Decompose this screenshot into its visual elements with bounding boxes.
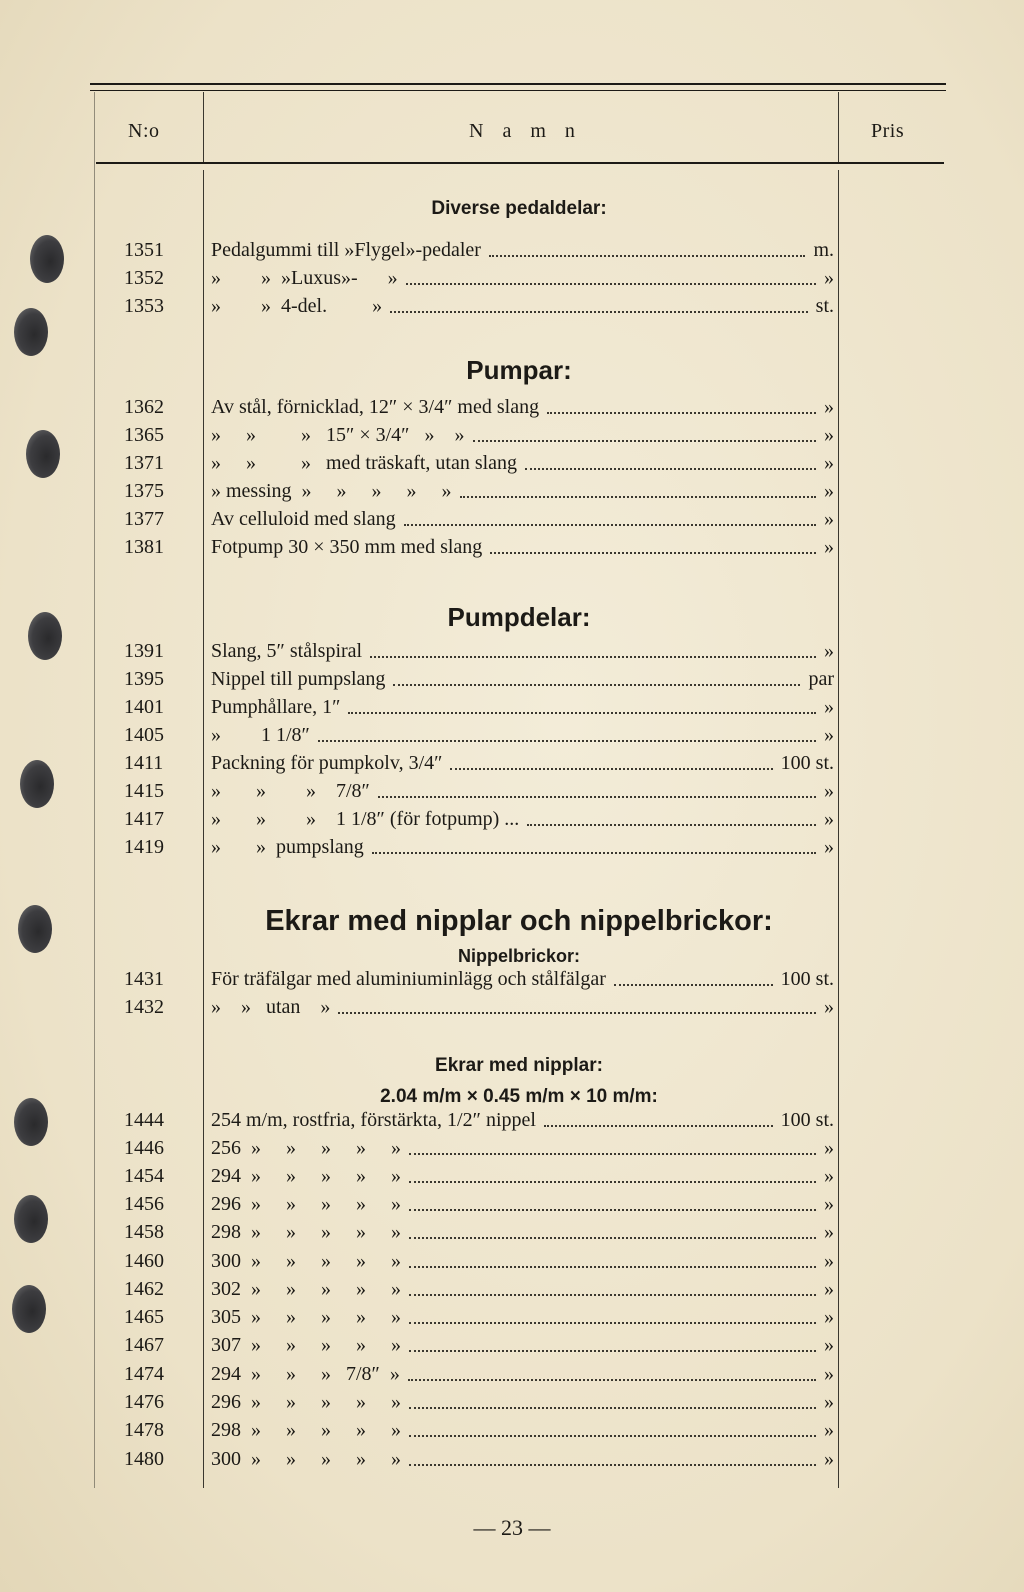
dot-leader (409, 1181, 816, 1183)
article-name: » » » 7/8″ (211, 780, 370, 802)
table-row (0, 777, 1024, 805)
column-divider-left (203, 92, 204, 162)
unit-label: » (824, 996, 834, 1018)
dot-leader (527, 824, 816, 826)
table-row (0, 421, 1024, 449)
article-name: » » » 15″ × 3/4″ » » (211, 424, 465, 446)
article-name: 307 » » » » » (211, 1334, 401, 1356)
table-row (0, 1303, 1024, 1331)
unit-label: » (824, 1250, 834, 1272)
unit-label: m. (813, 239, 834, 261)
unit-label: » (824, 1334, 834, 1356)
table-row (0, 1247, 1024, 1275)
dot-leader (378, 796, 816, 798)
unit-label: st. (815, 295, 834, 317)
dot-leader (473, 440, 816, 442)
article-number: 1391 (124, 640, 164, 662)
article-number: 1456 (124, 1193, 164, 1215)
dot-leader (490, 552, 816, 554)
article-name: Av celluloid med slang (211, 508, 396, 530)
table-row (0, 693, 1024, 721)
unit-label: 100 st. (780, 1109, 834, 1131)
article-number: 1431 (124, 968, 164, 990)
unit-label: » (824, 508, 834, 530)
dot-leader (460, 496, 816, 498)
article-name: » » 4-del. » (211, 295, 383, 317)
dot-leader (525, 468, 816, 470)
dot-leader (393, 684, 800, 686)
article-number: 1474 (124, 1363, 164, 1385)
article-name: » » »Luxus»- » (211, 267, 398, 289)
unit-label: » (824, 424, 834, 446)
table-row (0, 264, 1024, 292)
unit-label: 100 st. (780, 968, 834, 990)
dot-leader (370, 656, 816, 658)
unit-label: » (824, 1363, 834, 1385)
article-number: 1478 (124, 1419, 164, 1441)
article-number: 1458 (124, 1221, 164, 1243)
unit-label: » (824, 808, 834, 830)
article-number: 1460 (124, 1250, 164, 1272)
table-row (0, 1388, 1024, 1416)
article-name: » » pumpslang (211, 836, 364, 858)
article-number: 1454 (124, 1165, 164, 1187)
article-number: 1381 (124, 536, 164, 558)
article-number: 1432 (124, 996, 164, 1018)
table-row (0, 1275, 1024, 1303)
unit-label: » (824, 536, 834, 558)
article-number: 1462 (124, 1278, 164, 1300)
header-namn: N a m n (469, 120, 582, 142)
table-row (0, 449, 1024, 477)
dot-leader (409, 1407, 816, 1409)
dot-leader (450, 768, 773, 770)
article-number: 1352 (124, 267, 164, 289)
dot-leader (489, 255, 805, 257)
article-name: 300 » » » » » (211, 1448, 401, 1470)
unit-label: » (824, 1419, 834, 1441)
article-number: 1444 (124, 1109, 164, 1131)
unit-label: » (824, 640, 834, 662)
article-name: 298 » » » » » (211, 1221, 401, 1243)
dot-leader (406, 283, 816, 285)
article-number: 1377 (124, 508, 164, 530)
dot-leader (409, 1266, 816, 1268)
unit-label: 100 st. (780, 752, 834, 774)
table-row (0, 805, 1024, 833)
section-heading-pumpar: Pumpar: (466, 355, 572, 385)
article-name: » messing » » » » » (211, 480, 452, 502)
table-row (0, 1416, 1024, 1444)
dot-leader (409, 1153, 816, 1155)
article-number: 1417 (124, 808, 164, 830)
article-number: 1446 (124, 1137, 164, 1159)
unit-label: » (824, 267, 834, 289)
unit-label: » (824, 1165, 834, 1187)
dot-leader (372, 852, 816, 854)
unit-label: » (824, 1137, 834, 1159)
dot-leader (614, 984, 773, 986)
dot-leader (348, 712, 816, 714)
article-number: 1419 (124, 836, 164, 858)
unit-label: » (824, 480, 834, 502)
dot-leader (408, 1379, 816, 1381)
page-number: — 23 — (473, 1515, 551, 1540)
article-name: 300 » » » » » (211, 1250, 401, 1272)
unit-label: » (824, 1391, 834, 1413)
article-number: 1405 (124, 724, 164, 746)
table-row (0, 505, 1024, 533)
article-name: Fotpump 30 × 350 mm med slang (211, 536, 483, 558)
article-name: Packning för pumpkolv, 3/4″ (211, 752, 443, 774)
table-row (0, 1331, 1024, 1359)
dot-leader (404, 524, 816, 526)
article-number: 1467 (124, 1334, 164, 1356)
table-row (0, 993, 1024, 1021)
table-row (0, 1134, 1024, 1162)
unit-label: » (824, 724, 834, 746)
article-name: » » utan » (211, 996, 331, 1018)
dot-leader (409, 1464, 816, 1466)
article-name: » 1 1/8″ (211, 724, 310, 746)
table-row (0, 1360, 1024, 1388)
unit-label: » (824, 1221, 834, 1243)
article-name: 305 » » » » » (211, 1306, 401, 1328)
article-number: 1351 (124, 239, 164, 261)
dot-leader (409, 1209, 816, 1211)
header-bottom-rule (96, 162, 944, 164)
unit-label: par (808, 668, 834, 690)
dot-leader (409, 1294, 816, 1296)
section-subheading-dimensions: 2.04 m/m × 0.45 m/m × 10 m/m: (380, 1086, 658, 1107)
section-subheading-nippelbrickor: Nippelbrickor: (457, 946, 581, 966)
table-row (0, 1445, 1024, 1473)
unit-label: » (824, 1448, 834, 1470)
article-number: 1353 (124, 295, 164, 317)
dot-leader (338, 1012, 816, 1014)
article-name: 294 » » » 7/8″ » (211, 1363, 400, 1385)
article-name: Av stål, förnicklad, 12″ × 3/4″ med slang (211, 396, 540, 418)
section-heading-pumpdelar: Pumpdelar: (447, 602, 591, 632)
table-row (0, 393, 1024, 421)
table-row (0, 833, 1024, 861)
dot-leader (547, 412, 816, 414)
article-name: 296 » » » » » (211, 1391, 401, 1413)
unit-label: » (824, 696, 834, 718)
table-row (0, 637, 1024, 665)
table-row (0, 665, 1024, 693)
article-name: 298 » » » » » (211, 1419, 401, 1441)
article-number: 1401 (124, 696, 164, 718)
article-name: Nippel till pumpslang (211, 668, 386, 690)
dot-leader (409, 1350, 816, 1352)
table-row (0, 1162, 1024, 1190)
header-no: N:o (128, 120, 160, 142)
article-name: 294 » » » » » (211, 1165, 401, 1187)
article-name: Pedalgummi till »Flygel»-pedaler (211, 239, 481, 261)
article-name: 256 » » » » » (211, 1137, 401, 1159)
article-number: 1411 (124, 752, 164, 774)
article-name: » » » 1 1/8″ (för fotpump) ... (211, 808, 520, 830)
dot-leader (544, 1125, 773, 1127)
dot-leader (318, 740, 816, 742)
table-row (0, 1218, 1024, 1246)
table-row (0, 965, 1024, 993)
article-number: 1480 (124, 1448, 164, 1470)
dot-leader (409, 1435, 816, 1437)
article-name: Pumphållare, 1″ (211, 696, 341, 718)
unit-label: » (824, 780, 834, 802)
article-number: 1365 (124, 424, 164, 446)
section-heading-ekrar: Ekrar med nipplar och nippelbrickor: (265, 905, 773, 937)
article-name: 254 m/m, rostfria, förstärkta, 1/2″ nippel (211, 1109, 536, 1131)
unit-label: » (824, 1193, 834, 1215)
dot-leader (409, 1322, 816, 1324)
table-row (0, 533, 1024, 561)
table-row (0, 1106, 1024, 1134)
article-name: 296 » » » » » (211, 1193, 401, 1215)
unit-label: » (824, 452, 834, 474)
punch-hole (18, 905, 52, 953)
table-row (0, 1190, 1024, 1218)
article-number: 1415 (124, 780, 164, 802)
table-row (0, 749, 1024, 777)
dot-leader (390, 311, 808, 313)
table-row (0, 236, 1024, 264)
table-row (0, 477, 1024, 505)
header-pris: Pris (871, 120, 905, 142)
unit-label: » (824, 836, 834, 858)
dot-leader (409, 1237, 816, 1239)
article-number: 1362 (124, 396, 164, 418)
article-name: » » » med träskaft, utan slang (211, 452, 518, 474)
top-rule (90, 83, 946, 85)
article-number: 1371 (124, 452, 164, 474)
article-name: Slang, 5″ stålspiral (211, 640, 363, 662)
section-subheading-ekrar-nipplar: Ekrar med nipplar: (435, 1055, 603, 1076)
article-number: 1465 (124, 1306, 164, 1328)
table-row (0, 292, 1024, 320)
top-rule-thin (90, 90, 946, 91)
article-name: 302 » » » » » (211, 1278, 401, 1300)
column-divider-right (838, 92, 839, 162)
article-name: För träfälgar med aluminiuminlägg och stålfälgar (211, 968, 606, 990)
unit-label: » (824, 1278, 834, 1300)
table-row (0, 721, 1024, 749)
article-number: 1395 (124, 668, 164, 690)
section-heading-diverse: Diverse pedaldelar: (431, 198, 607, 219)
article-number: 1476 (124, 1391, 164, 1413)
unit-label: » (824, 1306, 834, 1328)
article-number: 1375 (124, 480, 164, 502)
unit-label: » (824, 396, 834, 418)
